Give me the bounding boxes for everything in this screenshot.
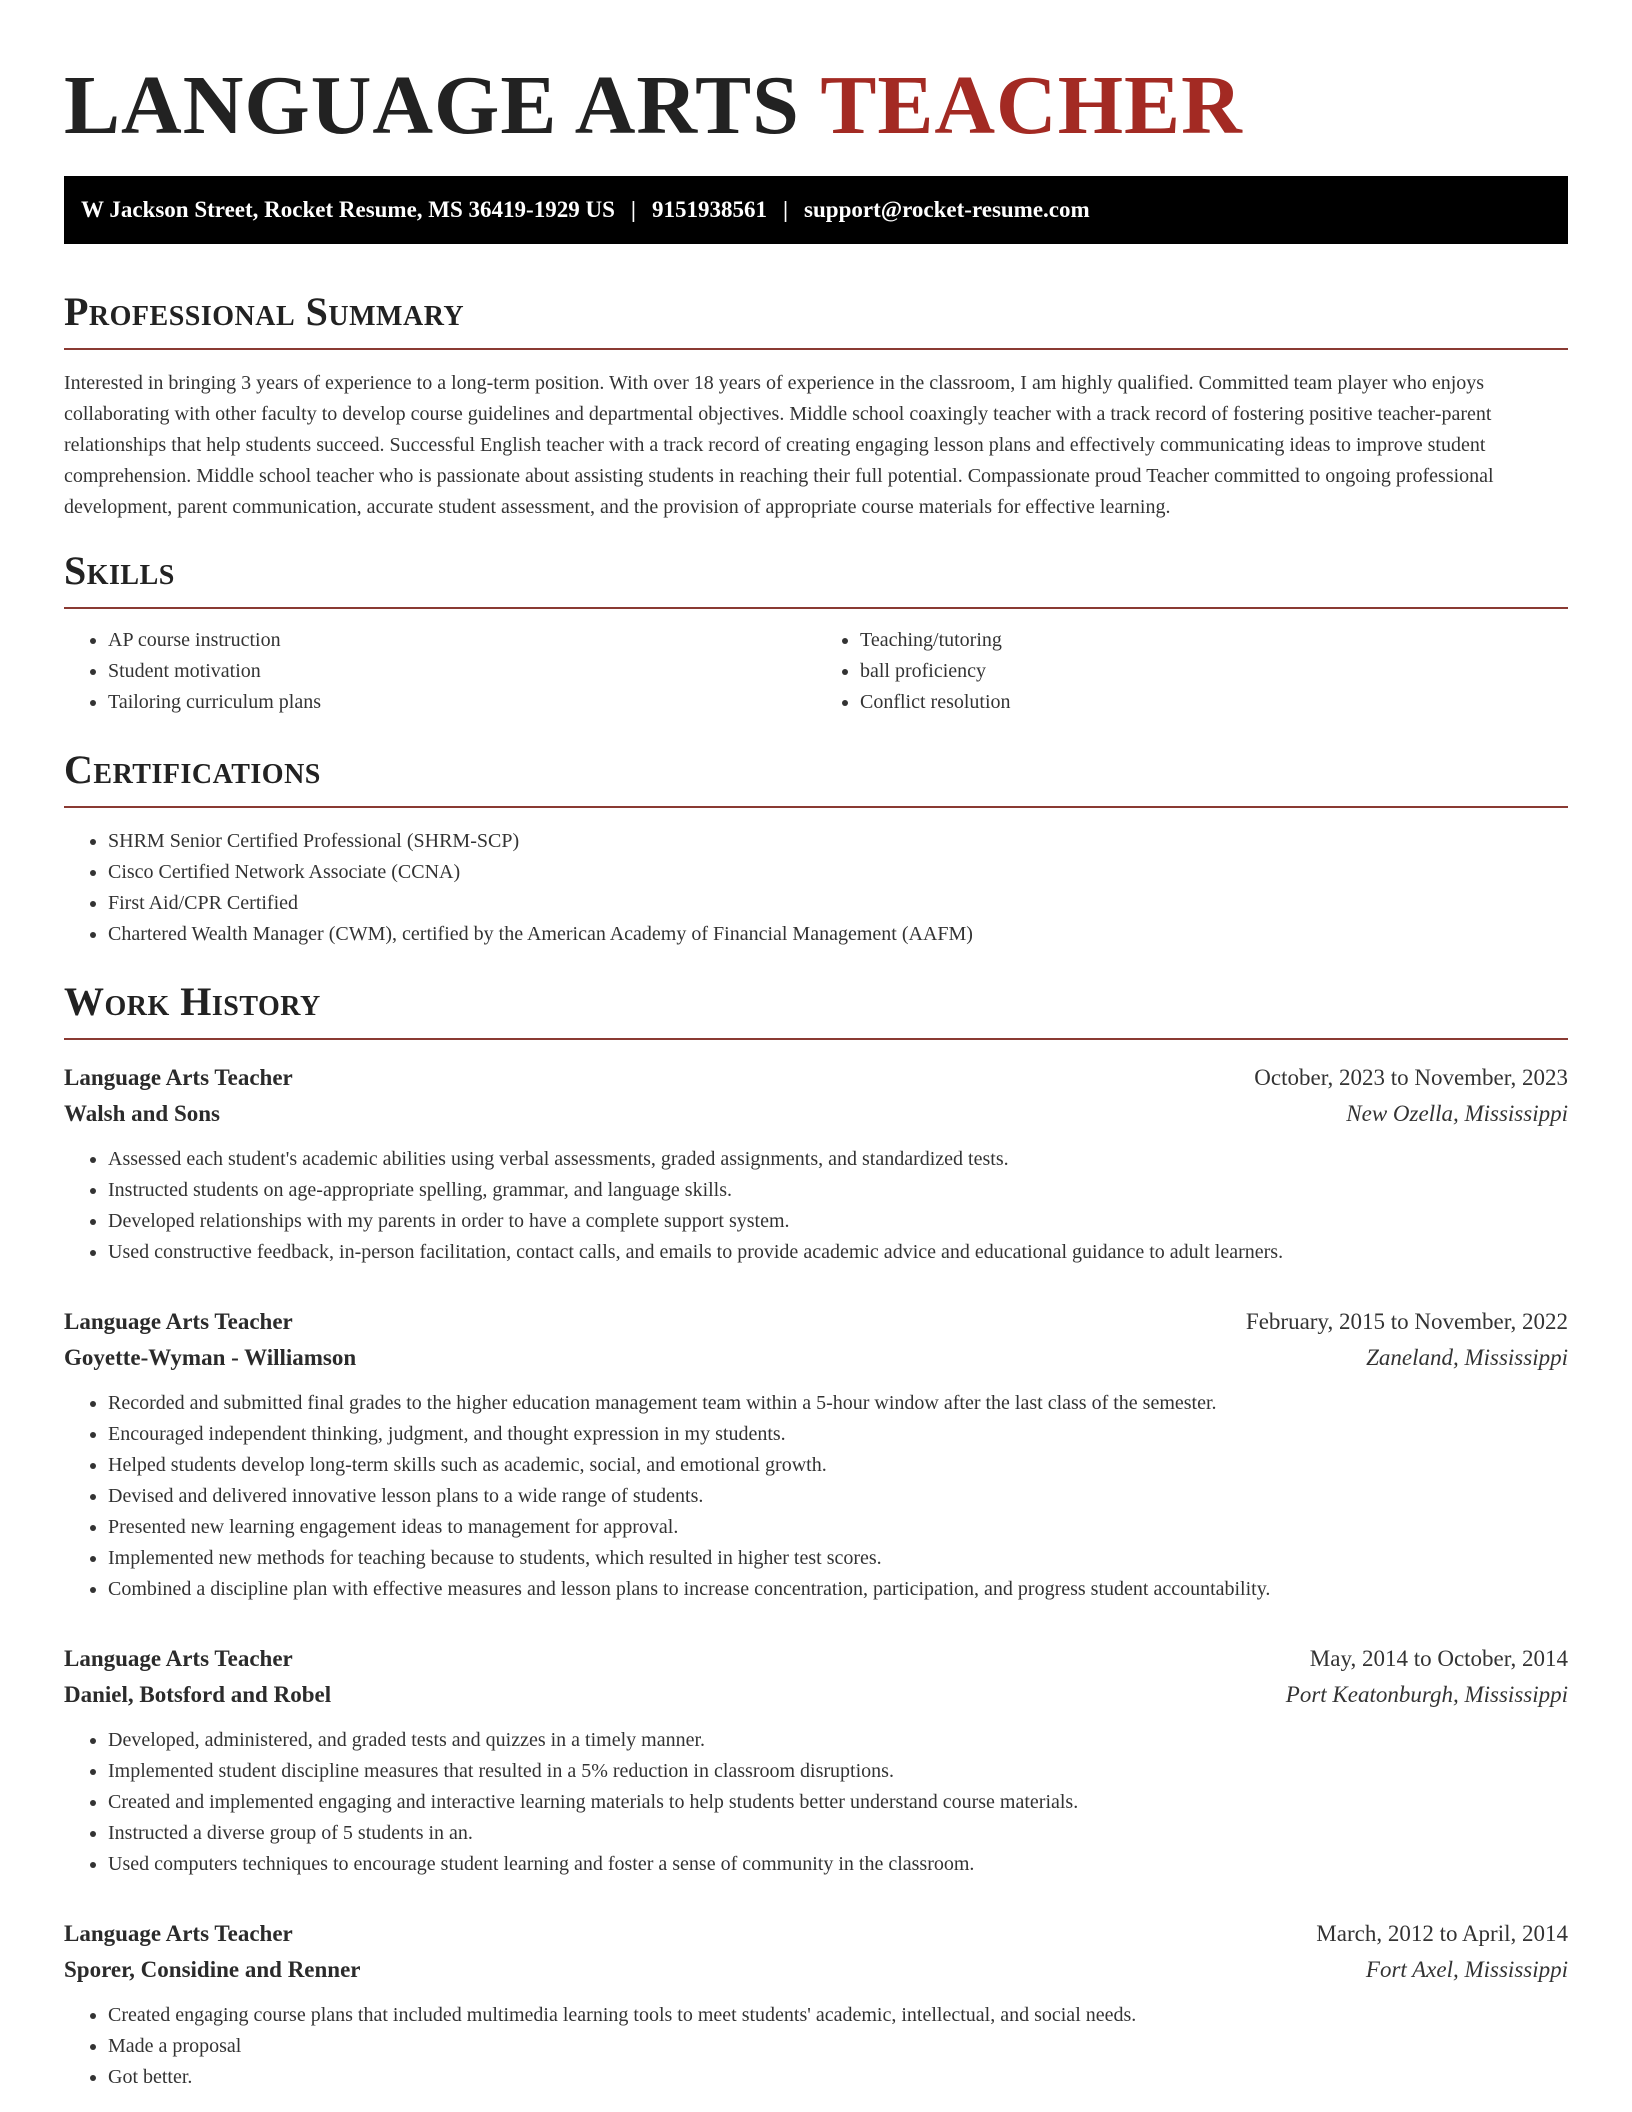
- certification-item: • Chartered Wealth Manager (CWM), certified by the American Academy of Financial Management (AAFM): [108, 919, 1568, 950]
- skill-item: • Conflict resolution: [860, 687, 1568, 718]
- job-bullet: • Instructed a diverse group of 5 students in an.: [108, 1818, 1568, 1849]
- job-bullet: • Implemented new methods for teaching because to students, which resulted in higher test scores.: [108, 1543, 1568, 1574]
- skills-list-left: [64, 625, 816, 718]
- job-bullet: • Developed relationships with my parents in order to have a complete support system.: [108, 1206, 1568, 1237]
- job-dates: March, 2012 to April, 2014: [1316, 1921, 1568, 1946]
- certification-item: • Cisco Certified Network Associate (CCNA): [108, 857, 1568, 888]
- job-header-row: [64, 1060, 1568, 1096]
- section-divider: [64, 806, 1568, 808]
- job-bullet: • Used computers techniques to encourage student learning and foster a sense of community in the classroom.: [108, 1849, 1568, 1880]
- summary-text: Interested in bringing 3 years of experience to a long-term position. With over 18 years of experience in the classroom, I am highly qualified. Committed team player who enjoys collaborating with other faculty to develop course guidelines and departmental objectives. Middle school coaxingly teacher with a track record of fostering positive teacher-parent relationships that help students succeed. Successful English teacher with a track record of creating engaging lesson plans and effectively communicating ideas to improve student comprehension. Middle school teacher who is passionate about assisting students in reaching their full potential. Compassionate proud Teacher committed to ongoing professional development, parent communication, accurate student assessment, and the provision of appropriate course materials for effective learning.: [64, 372, 1494, 518]
- contact-separator: |: [630, 197, 636, 222]
- certifications-list: [64, 826, 1568, 950]
- job-company: Daniel, Botsford and Robel: [64, 1682, 332, 1707]
- job-dates: October, 2023 to November, 2023: [1254, 1065, 1568, 1090]
- summary-section: [64, 288, 1568, 523]
- job-bullet: • Developed, administered, and graded tests and quizzes in a timely manner.: [108, 1725, 1568, 1756]
- job-company-row: [64, 1340, 1568, 1376]
- job-location: Zaneland, Mississippi: [1366, 1345, 1568, 1370]
- job-header-row: [64, 1916, 1568, 1952]
- job-dates: February, 2015 to November, 2022: [1245, 1309, 1568, 1334]
- job-bullet: • Recorded and submitted final grades to the higher education management team within a 5-hour window after the last class of the semester.: [108, 1388, 1568, 1419]
- summary-heading: Professional Summary: [64, 289, 465, 334]
- job-bullet: • Devised and delivered innovative lesson plans to a wide range of students.: [108, 1481, 1568, 1512]
- job-entry: [64, 1060, 1568, 1268]
- work-history-section: [64, 978, 1568, 2093]
- skills-list-right: [816, 625, 1568, 718]
- section-divider: [64, 348, 1568, 350]
- certification-item: • SHRM Senior Certified Professional (SHRM-SCP): [108, 826, 1568, 857]
- name-accent: TEACHER: [820, 59, 1243, 152]
- section-divider: [64, 1038, 1568, 1040]
- job-location: New Ozella, Mississippi: [1346, 1101, 1568, 1126]
- job-bullet: • Encouraged independent thinking, judgment, and thought expression in my students.: [108, 1419, 1568, 1450]
- contact-address: W Jackson Street, Rocket Resume, MS 36419-1929 US: [81, 197, 615, 222]
- job-bullet: • Assessed each student's academic abilities using verbal assessments, graded assignments, and standardized tests.: [108, 1144, 1568, 1175]
- job-title: Language Arts Teacher: [64, 1646, 293, 1671]
- skills-grid: [64, 625, 1568, 718]
- certifications-heading: Certifications: [64, 747, 321, 792]
- job-bullet: • Got better.: [108, 2062, 1568, 2093]
- certifications-section: [64, 746, 1568, 950]
- job-company: Goyette-Wyman - Williamson: [64, 1345, 357, 1370]
- certification-item: • First Aid/CPR Certified: [108, 888, 1568, 919]
- job-bullets: [64, 1144, 1568, 1268]
- job-entry: [64, 1916, 1568, 2093]
- resume-name: [64, 0, 1568, 154]
- skills-heading: Skills: [64, 548, 175, 593]
- name-main: LANGUAGE ARTS: [64, 59, 800, 152]
- job-company: Sporer, Considine and Renner: [64, 1957, 361, 1982]
- job-dates: May, 2014 to October, 2014: [1309, 1646, 1568, 1671]
- skills-section: [64, 547, 1568, 718]
- job-bullet: • Made a proposal: [108, 2031, 1568, 2062]
- job-bullet: • Presented new learning engagement ideas to management for approval.: [108, 1512, 1568, 1543]
- job-entry: [64, 1641, 1568, 1880]
- job-company: Walsh and Sons: [64, 1101, 220, 1126]
- skill-item: • Tailoring curriculum plans: [108, 687, 816, 718]
- job-bullet: • Instructed students on age-appropriate spelling, grammar, and language skills.: [108, 1175, 1568, 1206]
- job-bullet: • Created engaging course plans that included multimedia learning tools to meet students' academic, intellectual, and social needs.: [108, 2000, 1568, 2031]
- contact-email: support@rocket-resume.com: [804, 197, 1090, 222]
- job-bullets: [64, 2000, 1568, 2093]
- section-divider: [64, 607, 1568, 609]
- contact-phone: 9151938561: [651, 197, 767, 222]
- job-company-row: [64, 1096, 1568, 1132]
- job-bullets: [64, 1388, 1568, 1605]
- job-bullet: • Used constructive feedback, in-person facilitation, contact calls, and emails to provide academic advice and educational guidance to adult learners.: [108, 1237, 1568, 1268]
- job-header-row: [64, 1304, 1568, 1340]
- skill-item: • Student motivation: [108, 656, 816, 687]
- contact-bar: [64, 176, 1568, 244]
- skill-item: • ball proficiency: [860, 656, 1568, 687]
- job-location: Port Keatonburgh, Mississippi: [1285, 1682, 1568, 1707]
- job-header-row: [64, 1641, 1568, 1677]
- job-entry: [64, 1304, 1568, 1605]
- skill-item: • Teaching/tutoring: [860, 625, 1568, 656]
- skill-item: • AP course instruction: [108, 625, 816, 656]
- job-location: Fort Axel, Mississippi: [1365, 1957, 1568, 1982]
- work-history-heading: Work History: [64, 979, 321, 1024]
- job-bullet: • Combined a discipline plan with effective measures and lesson plans to increase concentration, participation, and progress student accountability.: [108, 1574, 1568, 1605]
- job-bullet: • Created and implemented engaging and interactive learning materials to help students better understand course materials.: [108, 1787, 1568, 1818]
- job-title: Language Arts Teacher: [64, 1921, 293, 1946]
- job-title: Language Arts Teacher: [64, 1065, 293, 1090]
- job-bullet: • Implemented student discipline measures that resulted in a 5% reduction in classroom disruptions.: [108, 1756, 1568, 1787]
- job-title: Language Arts Teacher: [64, 1309, 293, 1334]
- contact-separator: |: [782, 197, 789, 222]
- job-company-row: [64, 1677, 1568, 1713]
- job-bullet: • Helped students develop long-term skills such as academic, social, and emotional growth.: [108, 1450, 1568, 1481]
- job-company-row: [64, 1952, 1568, 1988]
- job-bullets: [64, 1725, 1568, 1880]
